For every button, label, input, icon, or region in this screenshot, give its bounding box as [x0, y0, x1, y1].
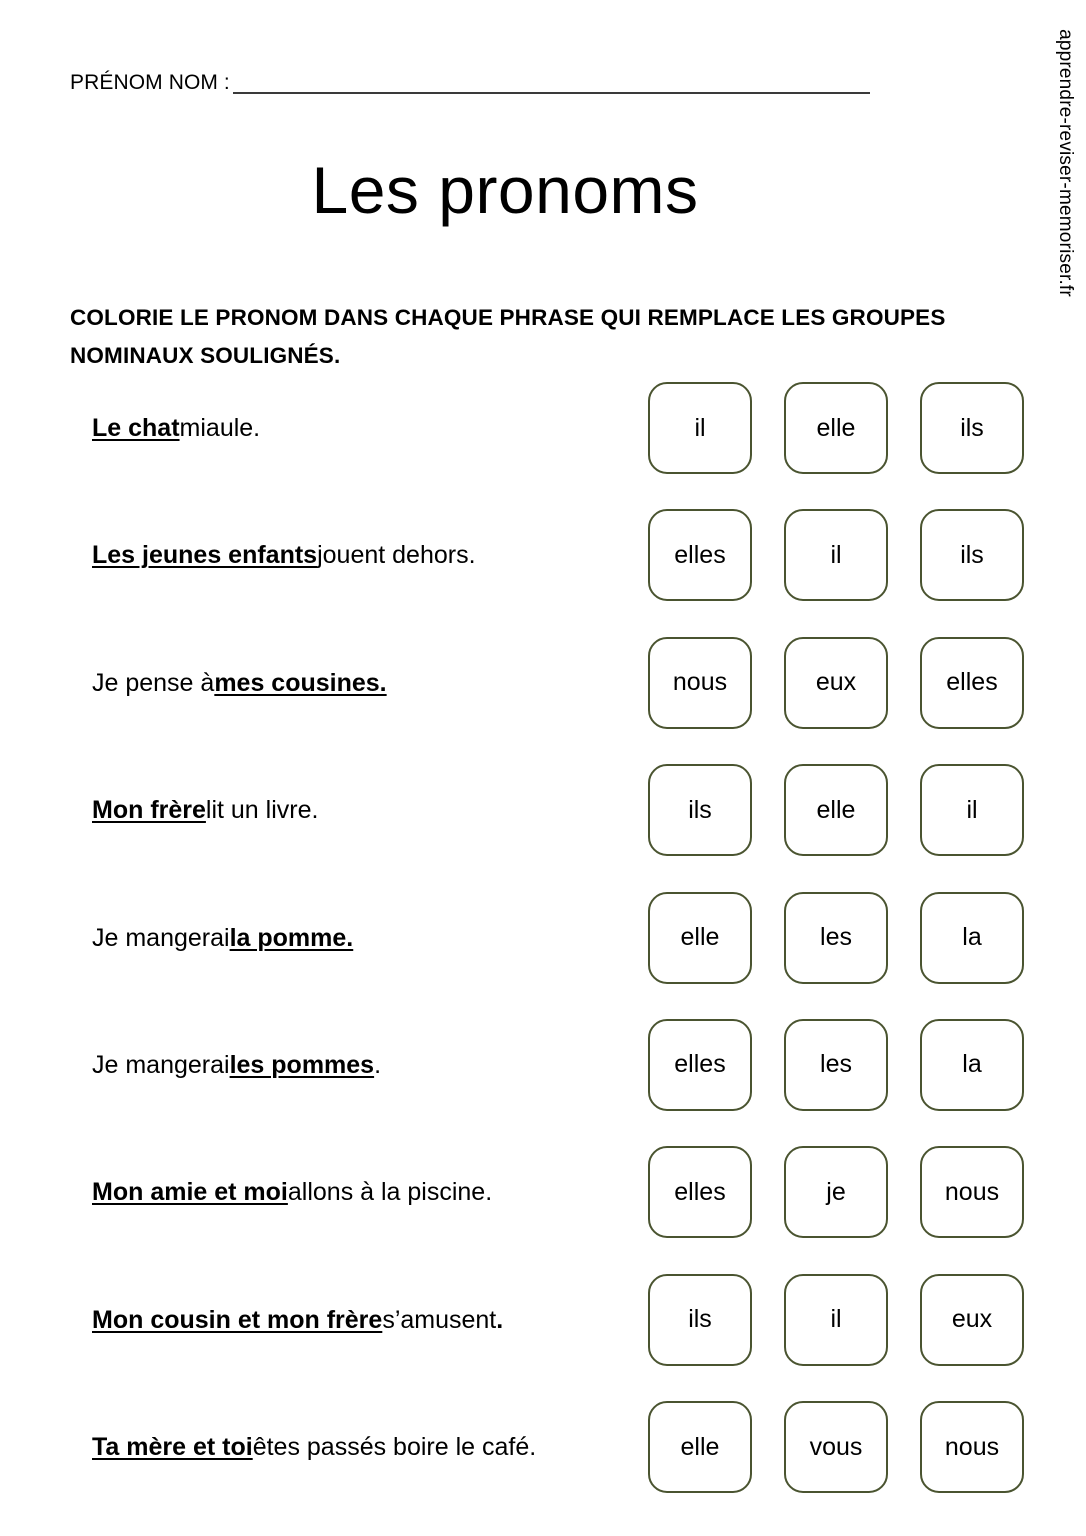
pronoun-choice-box[interactable] — [784, 1274, 888, 1366]
pronoun-choice-label: nous — [672, 668, 728, 697]
pronoun-choice-group — [648, 509, 1024, 601]
pronoun-choice-box[interactable] — [648, 764, 752, 856]
underlined-noun-group: Ta mère et toi — [92, 1433, 253, 1462]
pronoun-choice-group — [648, 1274, 1024, 1366]
exercise-sentence — [92, 382, 260, 474]
pronoun-choice-box[interactable] — [648, 1146, 752, 1238]
sentence-suffix: s’amusent — [382, 1305, 497, 1334]
pronoun-choice-label: il — [694, 413, 706, 442]
pronoun-choice-box[interactable] — [648, 892, 752, 984]
sentence-suffix: miaule. — [179, 414, 261, 442]
pronoun-choice-group — [648, 764, 1024, 856]
pronoun-choice-label: eux — [815, 668, 857, 697]
underlined-noun-group: Mon cousin et mon frère — [92, 1305, 383, 1334]
exercise-row — [0, 764, 1086, 891]
sentence-suffix: êtes passés boire le café. — [252, 1433, 537, 1462]
pronoun-choice-box[interactable] — [920, 1274, 1024, 1366]
exercise-sentence — [92, 637, 387, 729]
pronoun-choice-label: ils — [960, 413, 984, 442]
pronoun-choice-box[interactable] — [920, 1146, 1024, 1238]
pronoun-choice-label: les — [820, 923, 852, 952]
pronoun-choice-label: eux — [951, 1305, 993, 1334]
pronoun-choice-box[interactable] — [648, 382, 752, 474]
pronoun-choice-box[interactable] — [784, 892, 888, 984]
exercise-row — [0, 1401, 1086, 1528]
site-credit — [1050, 10, 1080, 340]
pronoun-choice-box[interactable] — [920, 509, 1024, 601]
pronoun-choice-box[interactable] — [648, 1019, 752, 1111]
pronoun-choice-group — [648, 1019, 1024, 1111]
pronoun-choice-group — [648, 1146, 1024, 1238]
pronoun-choice-box[interactable] — [648, 1401, 752, 1493]
student-name-row — [70, 62, 870, 96]
pronoun-choice-label: il — [830, 1305, 842, 1334]
exercise-sentence — [92, 1019, 381, 1111]
underlined-noun-group: Les jeunes enfants — [92, 541, 318, 570]
instruction-text: COLORIE LE PRONOM DANS CHAQUE PHRASE QUI REMPLACE LES GROUPES NOMINAUX SOULIGNÉS. — [70, 304, 946, 369]
pronoun-choice-label: je — [826, 1177, 846, 1206]
pronoun-choice-label: elles — [946, 668, 998, 697]
pronoun-choice-label: elles — [674, 540, 726, 569]
sentence-suffix: allons à la piscine. — [287, 1178, 493, 1207]
pronoun-choice-label: les — [820, 1050, 852, 1079]
pronoun-choice-label: il — [966, 795, 978, 824]
site-credit-label: apprendre-reviser-memoriser.fr — [1055, 29, 1077, 297]
pronoun-choice-box[interactable] — [920, 382, 1024, 474]
exercise-sentence — [92, 892, 353, 984]
pronoun-choice-group — [648, 892, 1024, 984]
pronoun-choice-label: elle — [680, 923, 720, 952]
sentence-suffix: jouent dehors. — [317, 541, 476, 570]
underlined-noun-group: la pomme. — [229, 923, 354, 952]
pronoun-choice-box[interactable] — [648, 637, 752, 729]
pronoun-choice-box[interactable] — [784, 1401, 888, 1493]
sentence-suffix: lit un livre. — [205, 796, 319, 825]
pronoun-choice-box[interactable] — [920, 1401, 1024, 1493]
pronoun-choice-group — [648, 637, 1024, 729]
student-name-blank-line[interactable] — [233, 92, 870, 94]
exercise-sentence — [92, 764, 318, 856]
exercise-row — [0, 382, 1086, 509]
pronoun-choice-label: ils — [960, 540, 984, 569]
pronoun-choice-box[interactable] — [920, 892, 1024, 984]
pronoun-choice-label: il — [830, 540, 842, 569]
underlined-noun-group: Mon frère — [92, 796, 206, 825]
sentence-prefix: Je mangerai — [92, 923, 230, 952]
pronoun-choice-box[interactable] — [648, 509, 752, 601]
student-name-label: PRÉNOM NOM : — [70, 71, 230, 94]
sentence-prefix: Je pense à — [92, 668, 215, 697]
exercise-list — [0, 382, 1086, 1529]
exercise-sentence — [92, 509, 476, 601]
pronoun-choice-box[interactable] — [784, 1146, 888, 1238]
page-title: Les pronoms — [311, 153, 699, 228]
pronoun-choice-box[interactable] — [784, 1019, 888, 1111]
underlined-noun-group: Mon amie et moi — [92, 1178, 288, 1207]
pronoun-choice-label: elles — [674, 1050, 726, 1079]
underlined-noun-group: Le chat — [92, 414, 180, 442]
pronoun-choice-label: elle — [816, 413, 856, 442]
pronoun-choice-label: ils — [688, 1305, 712, 1334]
pronoun-choice-label: nous — [944, 1432, 1000, 1461]
sentence-prefix: Je mangerai — [92, 1050, 230, 1079]
pronoun-choice-box[interactable] — [784, 382, 888, 474]
pronoun-choice-label: elle — [816, 795, 856, 824]
pronoun-choice-box[interactable] — [920, 1019, 1024, 1111]
pronoun-choice-box[interactable] — [784, 637, 888, 729]
underlined-noun-group: mes cousines. — [214, 668, 387, 697]
pronoun-choice-box[interactable] — [784, 764, 888, 856]
pronoun-choice-label: elles — [674, 1177, 726, 1206]
sentence-suffix-bold: . — [496, 1305, 504, 1334]
pronoun-choice-group — [648, 1401, 1024, 1493]
pronoun-choice-label: elle — [680, 1432, 720, 1461]
pronoun-choice-label: ils — [688, 795, 712, 824]
pronoun-choice-box[interactable] — [920, 764, 1024, 856]
pronoun-choice-group — [648, 382, 1024, 474]
underlined-noun-group: les pommes — [229, 1050, 375, 1079]
pronoun-choice-label: la — [962, 1050, 982, 1079]
pronoun-choice-label: nous — [944, 1177, 1000, 1206]
pronoun-choice-box[interactable] — [784, 509, 888, 601]
exercise-row — [0, 1146, 1086, 1273]
exercise-sentence — [92, 1274, 503, 1366]
exercise-row — [0, 1274, 1086, 1401]
exercise-sentence — [92, 1401, 536, 1493]
pronoun-choice-label: la — [962, 923, 982, 952]
sentence-suffix: . — [374, 1050, 382, 1079]
exercise-row — [0, 509, 1086, 636]
exercise-sentence — [92, 1146, 492, 1238]
pronoun-choice-box[interactable] — [648, 1274, 752, 1366]
exercise-row — [0, 637, 1086, 764]
exercise-row — [0, 1019, 1086, 1146]
pronoun-choice-label: vous — [809, 1432, 863, 1461]
exercise-row — [0, 892, 1086, 1019]
pronoun-choice-box[interactable] — [920, 637, 1024, 729]
